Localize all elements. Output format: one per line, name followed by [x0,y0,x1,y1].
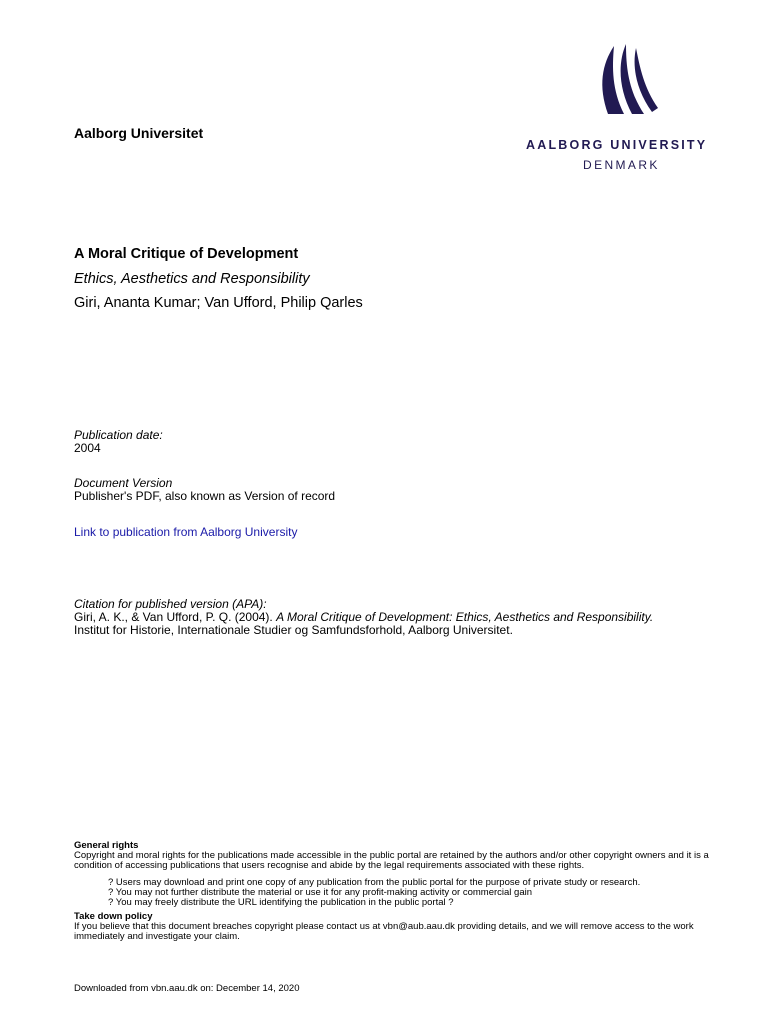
document-version-value: Publisher's PDF, also known as Version of record [74,489,336,503]
citation-authors-year: Giri, A. K., & Van Ufford, P. Q. (2004). [74,610,273,624]
download-footer: Downloaded from vbn.aau.dk on: December 14, 2020 [74,983,300,994]
institution-name: Aalborg Universitet [74,125,204,141]
publication-title: A Moral Critique of Development [74,246,299,262]
publication-link[interactable]: Link to publication from Aalborg University [74,525,298,539]
general-rights-heading: General rights [74,840,139,851]
takedown-text: If you believe that this document breaches copyright please contact us at vbn@aub.aau.dk providing details, and we will remove access to the work immediately and investigate your claim. [74,921,694,942]
rights-bullet: ? You may not further distribute the material or use it for any profit-making activity or commercial gain [108,887,532,898]
takedown-heading: Take down policy [74,911,153,922]
document-version-label: Document Version [74,476,173,490]
rights-bullet: ? You may freely distribute the URL identifying the publication in the public portal ? [108,897,454,908]
rights-section [74,841,734,942]
publication-date-label: Publication date: [74,428,163,442]
logo-country: DENMARK [583,158,660,172]
logo-university-name: AALBORG UNIVERSITY [526,138,708,152]
wave-emblem-icon [584,42,658,118]
citation-label: Citation for published version (APA): [74,597,267,611]
citation-publisher: Institut for Historie, Internationale Studier og Samfundsforhold, Aalborg Universitet. [74,623,513,637]
rights-bullet-list [74,878,734,908]
citation-title: A Moral Critique of Development: Ethics, Aesthetics and Responsibility. [276,610,654,624]
publication-subtitle: Ethics, Aesthetics and Responsibility [74,271,310,287]
university-logo [526,42,726,174]
general-rights-text: Copyright and moral rights for the publications made accessible in the public portal are retained by the authors and/or other copyright owners and it is a condition of accessing publications that users recognise and abide by the legal requirements associated with these rights. [74,850,709,871]
publication-date-value: 2004 [74,441,101,455]
publication-authors: Giri, Ananta Kumar; Van Ufford, Philip Qarles [74,295,363,311]
rights-bullet: ? Users may download and print one copy of any publication from the public portal for the purpose of private study or research. [108,877,641,888]
citation-block [74,598,734,637]
